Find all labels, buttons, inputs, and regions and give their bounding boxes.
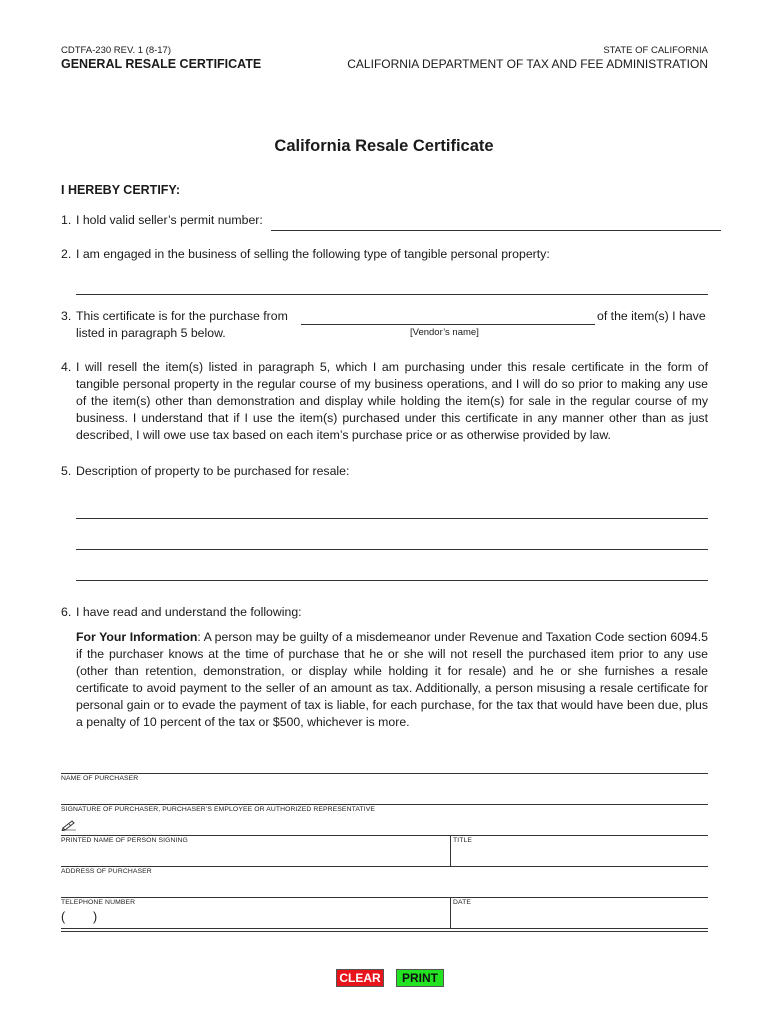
divider-title (450, 835, 451, 866)
print-button[interactable]: PRINT (396, 969, 444, 987)
telephone-label: TELEPHONE NUMBER (61, 899, 136, 906)
item-1-number: 1. (61, 213, 72, 227)
form-name: GENERAL RESALE CERTIFICATE (61, 57, 262, 71)
title-field[interactable] (453, 846, 708, 866)
property-type-field[interactable] (76, 294, 708, 295)
date-field[interactable] (453, 908, 708, 928)
permit-number-field[interactable] (271, 230, 721, 231)
page-title: California Resale Certificate (274, 137, 494, 155)
telephone-field[interactable]: ( ) (61, 910, 98, 924)
rule-bottom-1 (61, 928, 708, 929)
item-4-number: 4. (61, 360, 72, 374)
item-1-text: I hold valid seller’s permit number: (76, 213, 263, 227)
item-2-number: 2. (61, 247, 72, 261)
certify-heading: I HEREBY CERTIFY: (61, 183, 180, 197)
signature-field[interactable] (61, 815, 708, 835)
item-6-text: I have read and understand the following: (76, 605, 302, 619)
item-3-text-b: of the item(s) I have (597, 309, 706, 323)
vendor-name-field[interactable] (301, 324, 595, 325)
vendor-caption: [Vendor’s name] (410, 327, 479, 338)
agency-label: CALIFORNIA DEPARTMENT OF TAX AND FEE ADMINISTRATION (347, 57, 708, 71)
item-4-text: I will resell the item(s) listed in paragraph 5, which I am purchasing under this resale certificate in the form of tangible personal property in the regular course of my business operations, and I will do so prior to making any use of the item(s) other than demonstration and display while holding the item(s) for sale in the regular course of my business. I understand that if I use the item(s) purchased under this certificate in any manner other than as just described, I will owe use tax based on each item’s purchase price or as otherwise provided by law. (76, 360, 708, 442)
item-3-text-a: This certificate is for the purchase from (76, 309, 288, 323)
fyi-text: : A person may be guilty of a misdemeanor under Revenue and Taxation Code section 6094.5 if the purchaser knows at the time of purchase that he or she will not resell the purchased item prior to any use (other than retention, demonstration, or display while holding it for resale) and he or she furnishes a resale certificate to avoid payment to the seller of an amount as tax. Additionally, a person misusing a resale certificate for personal gain or to evade the payment of tax is liable, for each purchase, for the tax that would have been due, plus a penalty of 10 percent of the tax or $500, whichever is more. (76, 630, 708, 729)
pen-icon (61, 818, 77, 830)
item-3-text-c: listed in paragraph 5 below. (76, 326, 226, 340)
name-of-purchaser-field[interactable] (61, 784, 708, 804)
rule-bottom-2 (61, 931, 708, 932)
fyi-paragraph (76, 629, 708, 731)
signature-label: SIGNATURE OF PURCHASER, PURCHASER’S EMPLOYEE OR AUTHORIZED REPRESENTATIVE (61, 806, 375, 813)
form-code: CDTFA-230 REV. 1 (8-17) (61, 45, 171, 56)
description-line-2[interactable] (76, 549, 708, 550)
printed-name-label: PRINTED NAME OF PERSON SIGNING (61, 837, 188, 844)
date-label: DATE (453, 899, 472, 906)
item-5-number: 5. (61, 464, 72, 478)
item-6-number: 6. (61, 605, 72, 619)
printed-name-field[interactable] (61, 846, 450, 866)
clear-button[interactable]: CLEAR (336, 969, 384, 987)
state-label: STATE OF CALIFORNIA (603, 45, 708, 56)
item-3-number: 3. (61, 309, 72, 323)
rule-top (61, 773, 708, 774)
rule-2 (61, 804, 708, 805)
title-label: TITLE (453, 837, 473, 844)
description-line-3[interactable] (76, 580, 708, 581)
description-line-1[interactable] (76, 518, 708, 519)
item-2-text: I am engaged in the business of selling the following type of tangible personal property: (76, 247, 550, 261)
address-field[interactable] (61, 877, 708, 897)
rule-5 (61, 897, 708, 898)
item-5-text: Description of property to be purchased for resale: (76, 464, 350, 478)
divider-date (450, 897, 451, 928)
rule-3 (61, 835, 708, 836)
address-label: ADDRESS OF PURCHASER (61, 868, 152, 875)
name-of-purchaser-label: NAME OF PURCHASER (61, 775, 139, 782)
rule-4 (61, 866, 708, 867)
fyi-label: For Your Information (76, 630, 198, 644)
